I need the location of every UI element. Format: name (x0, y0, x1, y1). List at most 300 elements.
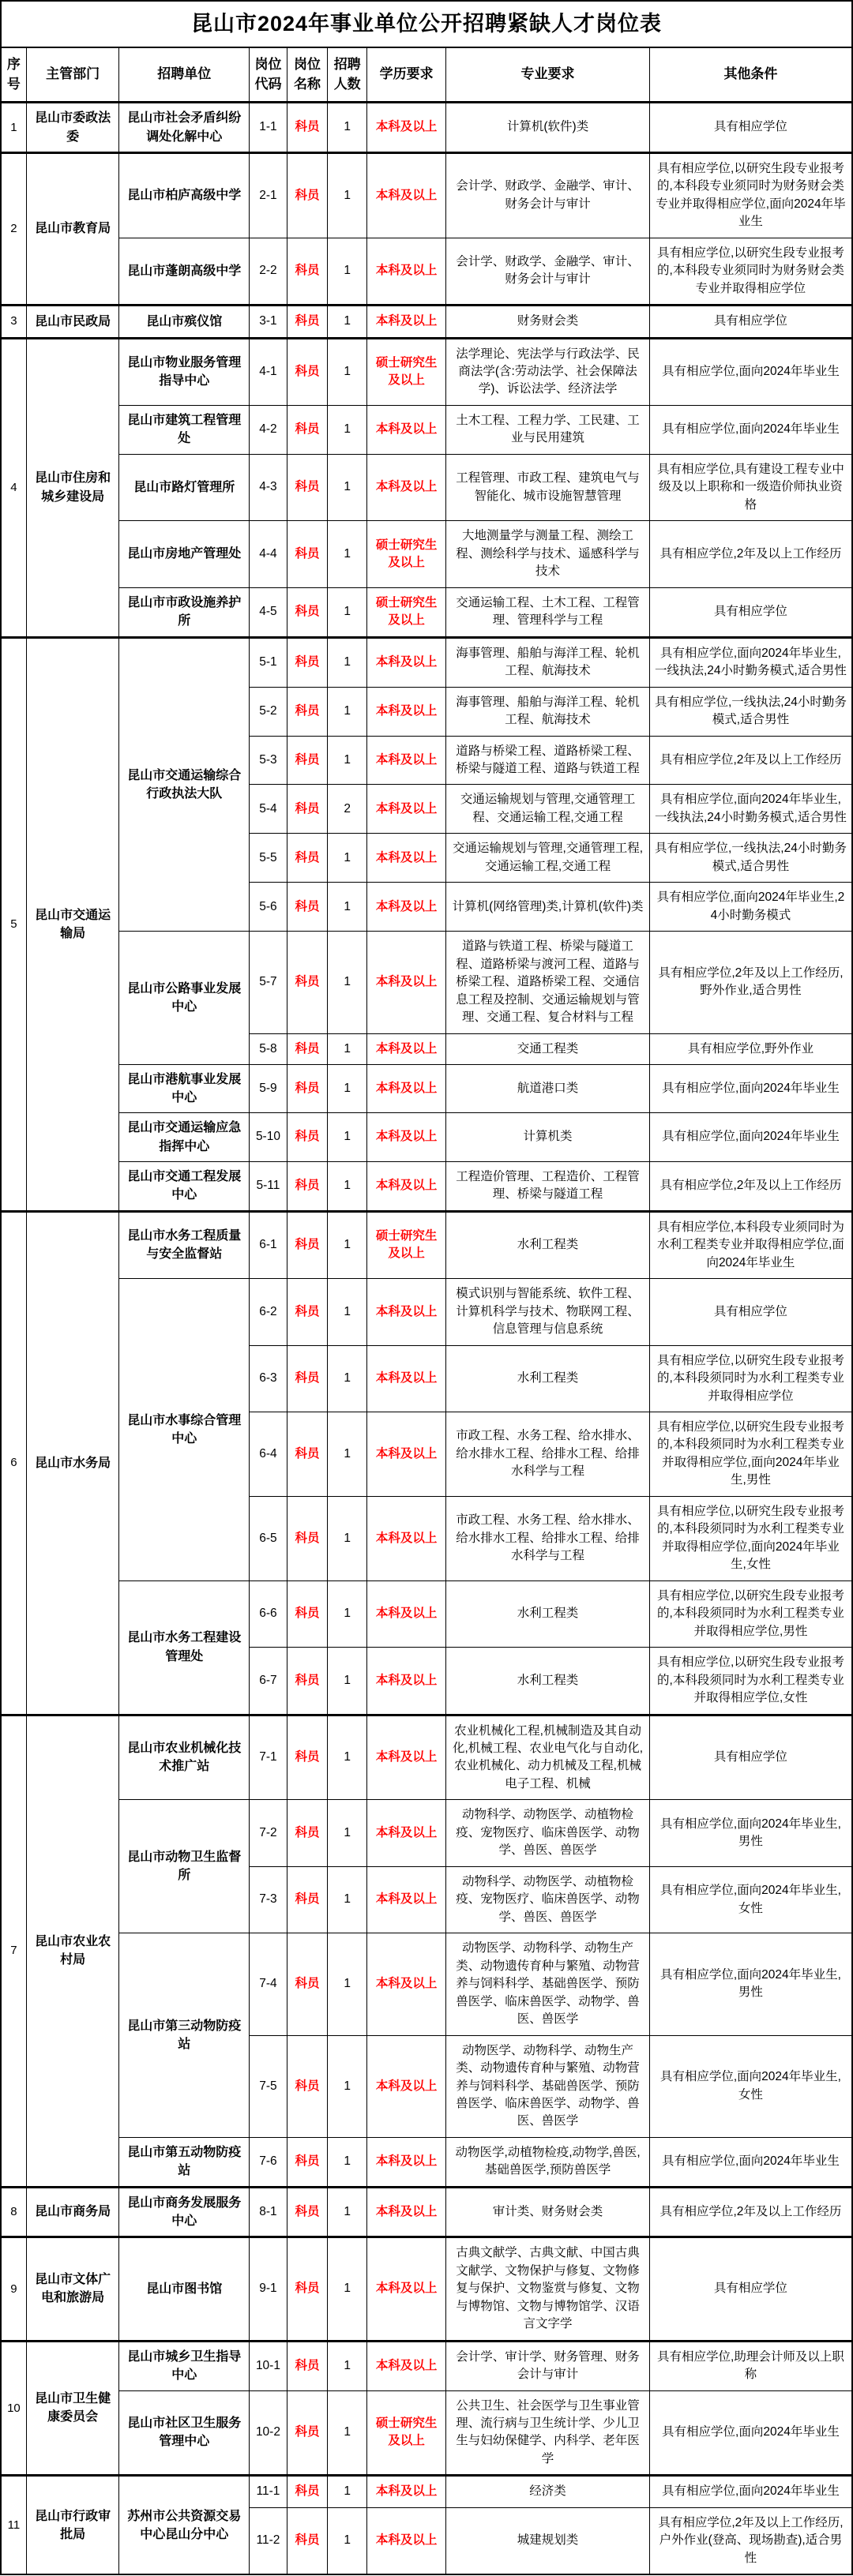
other-conditions: 具有相应学位,助理会计师及以上职称 (649, 2341, 852, 2390)
other-conditions: 具有相应学位,具有建设工程专业中级及以上职称和一级造价师执业资格 (649, 454, 852, 520)
recruiting-unit-cell: 昆山市港航事业发展中心 (119, 1065, 250, 1113)
position-title: 科员 (287, 1345, 328, 1412)
major-requirement: 动物医学,动植物检疫,动物学,兽医,基础兽医学,预防兽医学 (446, 2137, 650, 2187)
recruiting-unit-cell: 昆山市市政设施养护所 (119, 587, 250, 637)
position-title: 科员 (287, 883, 328, 932)
major-requirement: 会计学、财政学、金融学、审计、财务会计与审计 (446, 238, 650, 305)
table-row-8-1 (1, 2187, 852, 2237)
education-requirement: 本科及以上 (366, 2341, 445, 2390)
position-title: 科员 (287, 1279, 328, 1345)
position-code: 10-2 (250, 2390, 287, 2476)
table-row-6-2 (1, 1279, 852, 1345)
major-requirement: 工程管理、市政工程、建筑电气与智能化、城市设施智慧管理 (446, 454, 650, 520)
major-requirement: 动物医学、动物科学、动物生产类、动物遗传育种与繁殖、动物营养与饲料科学、基础兽医学、预防兽医学、临床兽医学、动物学、兽医、兽医学 (446, 1933, 650, 2035)
recruit-count: 1 (328, 932, 367, 1033)
position-code: 3-1 (250, 306, 287, 338)
position-code: 5-9 (250, 1065, 287, 1113)
recruit-count: 1 (328, 103, 367, 152)
major-requirement: 道路与桥梁工程、道路桥梁工程、桥梁与隧道工程、道路与铁道工程 (446, 736, 650, 785)
other-conditions: 具有相应学位,以研究生段专业报考的,本科段须同时为水利工程类专业并取得相应学位,面向2024年毕业生,女性 (649, 1496, 852, 1580)
recruit-count: 1 (328, 454, 367, 520)
position-title: 科员 (287, 2237, 328, 2341)
position-code: 4-1 (250, 338, 287, 405)
recruit-count: 1 (328, 687, 367, 736)
table-row-5-1 (1, 637, 852, 687)
education-requirement: 本科及以上 (366, 637, 445, 687)
position-code: 1-1 (250, 103, 287, 152)
other-conditions: 具有相应学位,本科段专业须同时为水利工程类专业并取得相应学位,面向2024年毕业生 (649, 1211, 852, 1278)
other-conditions: 具有相应学位 (649, 2237, 852, 2341)
table-row-5-11 (1, 1161, 852, 1211)
major-requirement: 财务财会类 (446, 306, 650, 338)
recruit-count: 1 (328, 338, 367, 405)
major-requirement: 城建规划类 (446, 2507, 650, 2574)
position-title: 科员 (287, 637, 328, 687)
position-code: 9-1 (250, 2237, 287, 2341)
position-title: 科员 (287, 1866, 328, 1933)
education-requirement: 本科及以上 (366, 1715, 445, 1800)
major-requirement: 市政工程、水务工程、给水排水、给水排水工程、给排水工程、给排水科学与工程 (446, 1496, 650, 1580)
position-title: 科员 (287, 736, 328, 785)
position-code: 5-8 (250, 1033, 287, 1064)
recruiting-unit-cell: 昆山市商务发展服务中心 (119, 2187, 250, 2237)
major-requirement: 计算机类 (446, 1113, 650, 1161)
education-requirement: 本科及以上 (366, 834, 445, 883)
education-requirement: 硕士研究生及以上 (366, 2390, 445, 2476)
major-requirement: 农业机械化工程,机械制造及其自动化,机械工程、农业电气化与自动化,农业机械化、动力机械及工程,机械电子工程、机械 (446, 1715, 650, 1800)
recruit-count: 1 (328, 2035, 367, 2137)
other-conditions: 具有相应学位 (649, 587, 852, 637)
position-title: 科员 (287, 2187, 328, 2237)
table-row-10-1 (1, 2341, 852, 2390)
position-title: 科员 (287, 2507, 328, 2574)
serial-number: 3 (1, 306, 26, 338)
title-row (1, 1, 852, 47)
table-row-7-4 (1, 1933, 852, 2035)
recruiting-unit-cell: 昆山市城乡卫生指导中心 (119, 2341, 250, 2390)
education-requirement: 本科及以上 (366, 1345, 445, 1412)
position-title: 科员 (287, 932, 328, 1033)
position-title: 科员 (287, 1933, 328, 2035)
other-conditions: 具有相应学位,面向2024年毕业生 (649, 338, 852, 405)
education-requirement: 本科及以上 (366, 1033, 445, 1064)
major-requirement: 动物医学、动物科学、动物生产类、动物遗传育种与繁殖、动物营养与饲料科学、基础兽医学、预防兽医学、临床兽医学、动物学、兽医、兽医学 (446, 2035, 650, 2137)
major-requirement: 动物科学、动物医学、动植物检疫、宠物医疗、临床兽医学、动物学、兽医、兽医学 (446, 1866, 650, 1933)
column-header-8: 其他条件 (649, 47, 852, 103)
recruit-count: 1 (328, 1033, 367, 1064)
recruit-count: 1 (328, 1345, 367, 1412)
recruiting-unit-cell: 昆山市蓬朗高级中学 (119, 238, 250, 305)
recruit-count: 1 (328, 405, 367, 454)
position-title: 科员 (287, 454, 328, 520)
table-header-row (1, 47, 852, 103)
position-code: 11-2 (250, 2507, 287, 2574)
column-header-7: 专业要求 (446, 47, 650, 103)
other-conditions: 具有相应学位,一线执法,24小时勤务模式,适合男性 (649, 687, 852, 736)
serial-number: 11 (1, 2476, 26, 2574)
recruiting-unit-cell: 昆山市交通运输应急指挥中心 (119, 1113, 250, 1161)
recruit-count: 1 (328, 1866, 367, 1933)
recruiting-unit-cell: 苏州市公共资源交易中心昆山分中心 (119, 2476, 250, 2574)
position-code: 4-4 (250, 521, 287, 587)
major-requirement: 水利工程类 (446, 1648, 650, 1715)
education-requirement: 本科及以上 (366, 785, 445, 834)
major-requirement: 模式识别与智能系统、软件工程、计算机科学与技术、物联网工程、信息管理与信息系统 (446, 1279, 650, 1345)
recruit-count: 1 (328, 1580, 367, 1647)
position-code: 7-1 (250, 1715, 287, 1800)
table-row-5-7 (1, 932, 852, 1033)
position-code: 6-7 (250, 1648, 287, 1715)
recruiting-unit-cell: 昆山市第五动物防疫站 (119, 2137, 250, 2187)
position-title: 科员 (287, 103, 328, 152)
position-code: 10-1 (250, 2341, 287, 2390)
serial-number: 8 (1, 2187, 26, 2237)
column-header-6: 学历要求 (366, 47, 445, 103)
other-conditions: 具有相应学位 (649, 103, 852, 152)
position-code: 5-6 (250, 883, 287, 932)
table-row-7-1 (1, 1715, 852, 1800)
education-requirement: 本科及以上 (366, 1279, 445, 1345)
column-header-0: 序号 (1, 47, 26, 103)
other-conditions: 具有相应学位,以研究生段专业报考的,本科段须同时为水利工程类专业并取得相应学位 (649, 1345, 852, 1412)
recruit-count: 1 (328, 2137, 367, 2187)
serial-number: 10 (1, 2341, 26, 2476)
education-requirement: 本科及以上 (366, 454, 445, 520)
table-row-2-2 (1, 238, 852, 305)
position-code: 4-3 (250, 454, 287, 520)
position-code: 7-6 (250, 2137, 287, 2187)
recruiting-unit-cell: 昆山市建筑工程管理处 (119, 405, 250, 454)
education-requirement: 硕士研究生及以上 (366, 521, 445, 587)
department-cell: 昆山市交通运输局 (26, 637, 119, 1211)
other-conditions: 具有相应学位 (649, 1715, 852, 1800)
department-cell: 昆山市行政审批局 (26, 2476, 119, 2574)
position-title: 科员 (287, 834, 328, 883)
serial-number: 4 (1, 338, 26, 637)
education-requirement: 本科及以上 (366, 883, 445, 932)
recruit-count: 1 (328, 1412, 367, 1496)
table-row-4-2 (1, 405, 852, 454)
position-title: 科员 (287, 2341, 328, 2390)
position-title: 科员 (287, 785, 328, 834)
other-conditions: 具有相应学位,面向2024年毕业生 (649, 1113, 852, 1161)
column-header-4: 岗位名称 (287, 47, 328, 103)
recruit-count: 1 (328, 1933, 367, 2035)
major-requirement: 审计类、财务财会类 (446, 2187, 650, 2237)
other-conditions: 具有相应学位,面向2024年毕业生 (649, 1065, 852, 1113)
education-requirement: 本科及以上 (366, 2476, 445, 2507)
department-cell: 昆山市商务局 (26, 2187, 119, 2237)
other-conditions: 具有相应学位,面向2024年毕业生 (649, 2137, 852, 2187)
other-conditions: 具有相应学位,一线执法,24小时勤务模式,适合男性 (649, 834, 852, 883)
table-row-6-6 (1, 1580, 852, 1647)
position-code: 8-1 (250, 2187, 287, 2237)
other-conditions: 具有相应学位 (649, 1279, 852, 1345)
major-requirement: 动物科学、动物医学、动植物检疫、宠物医疗、临床兽医学、动物学、兽医、兽医学 (446, 1800, 650, 1866)
education-requirement: 本科及以上 (366, 1161, 445, 1211)
recruit-count: 2 (328, 785, 367, 834)
major-requirement: 公共卫生、社会医学与卫生事业管理、流行病与卫生统计学、少儿卫生与妇幼保健学、内科学、老年医学 (446, 2390, 650, 2476)
recruit-count: 1 (328, 152, 367, 238)
major-requirement: 海事管理、船舶与海洋工程、轮机工程、航海技术 (446, 687, 650, 736)
position-code: 4-5 (250, 587, 287, 637)
position-title: 科员 (287, 405, 328, 454)
position-code: 11-1 (250, 2476, 287, 2507)
column-header-5: 招聘人数 (328, 47, 367, 103)
other-conditions: 具有相应学位,以研究生段专业报考的,本科段须同时为水利工程类专业并取得相应学位,面向2024年毕业生,男性 (649, 1412, 852, 1496)
education-requirement: 本科及以上 (366, 306, 445, 338)
other-conditions: 具有相应学位,面向2024年毕业生,24小时勤务模式 (649, 883, 852, 932)
other-conditions: 具有相应学位,2年及以上工作经历 (649, 1161, 852, 1211)
table-row-2-1 (1, 152, 852, 238)
position-code: 4-2 (250, 405, 287, 454)
recruiting-unit-cell: 昆山市交通运输综合行政执法大队 (119, 637, 250, 932)
table-row-4-4 (1, 521, 852, 587)
education-requirement: 本科及以上 (366, 1496, 445, 1580)
recruit-count: 1 (328, 521, 367, 587)
other-conditions: 具有相应学位,以研究生段专业报考的,本科段专业须同时为财务财会类专业并取得相应学位 (649, 238, 852, 305)
other-conditions: 具有相应学位,面向2024年毕业生,一线执法,24小时勤务模式,适合男性 (649, 637, 852, 687)
major-requirement: 计算机(软件)类 (446, 103, 650, 152)
other-conditions: 具有相应学位,面向2024年毕业生,男性 (649, 1933, 852, 2035)
table-row-4-5 (1, 587, 852, 637)
recruit-count: 1 (328, 1113, 367, 1161)
recruit-count: 1 (328, 2341, 367, 2390)
major-requirement: 经济类 (446, 2476, 650, 2507)
position-title: 科员 (287, 306, 328, 338)
position-title: 科员 (287, 1648, 328, 1715)
recruit-count: 1 (328, 2507, 367, 2574)
position-code: 7-4 (250, 1933, 287, 2035)
department-cell: 昆山市民政局 (26, 306, 119, 338)
major-requirement: 交通运输规划与管理,交通管理工程,交通运输工程,交通工程 (446, 834, 650, 883)
recruiting-unit-cell: 昆山市农业机械化技术推广站 (119, 1715, 250, 1800)
education-requirement: 本科及以上 (366, 687, 445, 736)
position-code: 6-1 (250, 1211, 287, 1278)
table-row-7-6 (1, 2137, 852, 2187)
other-conditions: 具有相应学位,面向2024年毕业生 (649, 2390, 852, 2476)
education-requirement: 本科及以上 (366, 932, 445, 1033)
position-code: 7-2 (250, 1800, 287, 1866)
other-conditions: 具有相应学位 (649, 306, 852, 338)
position-title: 科员 (287, 238, 328, 305)
recruit-count: 1 (328, 1800, 367, 1866)
table-row-3-1 (1, 306, 852, 338)
position-code: 5-2 (250, 687, 287, 736)
education-requirement: 硕士研究生及以上 (366, 1211, 445, 1278)
page-title: 昆山市2024年事业单位公开招聘紧缺人才岗位表 (1, 1, 852, 47)
major-requirement: 会计学、财政学、金融学、审计、财务会计与审计 (446, 152, 650, 238)
position-code: 6-3 (250, 1345, 287, 1412)
position-code: 5-11 (250, 1161, 287, 1211)
table-row-9-1 (1, 2237, 852, 2341)
table-row-4-3 (1, 454, 852, 520)
position-title: 科员 (287, 687, 328, 736)
recruiting-unit-cell: 昆山市交通工程发展中心 (119, 1161, 250, 1211)
major-requirement: 计算机(网络管理)类,计算机(软件)类 (446, 883, 650, 932)
table-row-5-10 (1, 1113, 852, 1161)
recruit-count: 1 (328, 1065, 367, 1113)
position-title: 科员 (287, 1580, 328, 1647)
position-code: 6-6 (250, 1580, 287, 1647)
major-requirement: 航道港口类 (446, 1065, 650, 1113)
major-requirement: 交通工程类 (446, 1033, 650, 1064)
education-requirement: 硕士研究生及以上 (366, 338, 445, 405)
recruiting-unit-cell: 昆山市水务工程质量与安全监督站 (119, 1211, 250, 1278)
department-cell: 昆山市水务局 (26, 1211, 119, 1715)
other-conditions: 具有相应学位,面向2024年毕业生,女性 (649, 1866, 852, 1933)
table-row-1-1 (1, 103, 852, 152)
position-title: 科员 (287, 1496, 328, 1580)
major-requirement: 交通运输工程、土木工程、工程管理、管理科学与工程 (446, 587, 650, 637)
recruit-count: 1 (328, 1715, 367, 1800)
recruit-count: 1 (328, 2390, 367, 2476)
serial-number: 6 (1, 1211, 26, 1715)
other-conditions: 具有相应学位,野外作业 (649, 1033, 852, 1064)
recruit-count: 1 (328, 1496, 367, 1580)
recruit-count: 1 (328, 587, 367, 637)
other-conditions: 具有相应学位,以研究生段专业报考的,本科段专业须同时为财务财会类专业并取得相应学位,面向2024年毕业生 (649, 152, 852, 238)
education-requirement: 本科及以上 (366, 2187, 445, 2237)
position-title: 科员 (287, 587, 328, 637)
table-row-5-9 (1, 1065, 852, 1113)
position-title: 科员 (287, 2390, 328, 2476)
recruiting-unit-cell: 昆山市殡仪馆 (119, 306, 250, 338)
position-title: 科员 (287, 2476, 328, 2507)
recruit-count: 1 (328, 306, 367, 338)
recruiting-unit-cell: 昆山市社会矛盾纠纷调处化解中心 (119, 103, 250, 152)
other-conditions: 具有相应学位,2年及以上工作经历 (649, 736, 852, 785)
education-requirement: 本科及以上 (366, 152, 445, 238)
education-requirement: 本科及以上 (366, 2137, 445, 2187)
major-requirement: 土木工程、工程力学、工民建、工业与民用建筑 (446, 405, 650, 454)
other-conditions: 具有相应学位,2年及以上工作经历,户外作业(登高、现场勘查),适合男性 (649, 2507, 852, 2574)
recruiting-unit-cell: 昆山市水务工程建设管理处 (119, 1580, 250, 1715)
education-requirement: 本科及以上 (366, 1580, 445, 1647)
department-cell: 昆山市教育局 (26, 152, 119, 305)
education-requirement: 本科及以上 (366, 1933, 445, 2035)
recruiting-unit-cell: 昆山市路灯管理所 (119, 454, 250, 520)
other-conditions: 具有相应学位,以研究生段专业报考的,本科段须同时为水利工程类专业并取得相应学位,男性 (649, 1580, 852, 1647)
recruit-count: 1 (328, 2476, 367, 2507)
major-requirement: 水利工程类 (446, 1211, 650, 1278)
recruiting-unit-cell: 昆山市图书馆 (119, 2237, 250, 2341)
column-header-3: 岗位代码 (250, 47, 287, 103)
serial-number: 7 (1, 1715, 26, 2187)
position-title: 科员 (287, 1065, 328, 1113)
education-requirement: 本科及以上 (366, 1800, 445, 1866)
position-title: 科员 (287, 1800, 328, 1866)
recruit-count: 1 (328, 736, 367, 785)
table-row-6-1 (1, 1211, 852, 1278)
position-code: 5-1 (250, 637, 287, 687)
position-code: 6-4 (250, 1412, 287, 1496)
position-title: 科员 (287, 1412, 328, 1496)
major-requirement: 海事管理、船舶与海洋工程、轮机工程、航海技术 (446, 637, 650, 687)
position-title: 科员 (287, 1211, 328, 1278)
column-header-1: 主管部门 (26, 47, 119, 103)
education-requirement: 本科及以上 (366, 103, 445, 152)
position-code: 5-7 (250, 932, 287, 1033)
education-requirement: 本科及以上 (366, 2237, 445, 2341)
position-code: 7-5 (250, 2035, 287, 2137)
department-cell: 昆山市文体广电和旅游局 (26, 2237, 119, 2341)
recruit-count: 1 (328, 2187, 367, 2237)
other-conditions: 具有相应学位,面向2024年毕业生,一线执法,24小时勤务模式,适合男性 (649, 785, 852, 834)
recruit-count: 1 (328, 1648, 367, 1715)
table-row-4-1 (1, 338, 852, 405)
serial-number: 2 (1, 152, 26, 305)
recruit-count: 1 (328, 834, 367, 883)
major-requirement: 法学理论、宪法学与行政法学、民商法学(含:劳动法学、社会保障法学)、诉讼法学、经济法学 (446, 338, 650, 405)
position-code: 2-1 (250, 152, 287, 238)
other-conditions: 具有相应学位,面向2024年毕业生 (649, 405, 852, 454)
education-requirement: 本科及以上 (366, 238, 445, 305)
recruit-count: 1 (328, 238, 367, 305)
major-requirement: 古典文献学、古典文献、中国古典文献学、文物保护与修复、文物修复与保护、文物鉴赏与修复、文物与博物馆、文物与博物馆学、汉语言文字学 (446, 2237, 650, 2341)
major-requirement: 大地测量学与测量工程、测绘工程、测绘科学与技术、遥感科学与技术 (446, 521, 650, 587)
education-requirement: 本科及以上 (366, 405, 445, 454)
position-code: 6-2 (250, 1279, 287, 1345)
position-title: 科员 (287, 152, 328, 238)
major-requirement: 工程造价管理、工程造价、工程管理、桥梁与隧道工程 (446, 1161, 650, 1211)
education-requirement: 本科及以上 (366, 2507, 445, 2574)
department-cell: 昆山市农业农村局 (26, 1715, 119, 2187)
department-cell: 昆山市卫生健康委员会 (26, 2341, 119, 2476)
table-row-11-1 (1, 2476, 852, 2507)
recruit-count: 1 (328, 883, 367, 932)
position-code: 7-3 (250, 1866, 287, 1933)
recruit-count: 1 (328, 1161, 367, 1211)
position-code: 5-4 (250, 785, 287, 834)
position-title: 科员 (287, 521, 328, 587)
education-requirement: 本科及以上 (366, 1648, 445, 1715)
other-conditions: 具有相应学位,面向2024年毕业生,女性 (649, 2035, 852, 2137)
education-requirement: 本科及以上 (366, 1866, 445, 1933)
recruiting-unit-cell: 昆山市柏庐高级中学 (119, 152, 250, 238)
position-title: 科员 (287, 2137, 328, 2187)
education-requirement: 本科及以上 (366, 1065, 445, 1113)
recruiting-unit-cell: 昆山市物业服务管理指导中心 (119, 338, 250, 405)
education-requirement: 本科及以上 (366, 2035, 445, 2137)
other-conditions: 具有相应学位,面向2024年毕业生 (649, 2476, 852, 2507)
table-row-10-2 (1, 2390, 852, 2476)
recruiting-unit-cell: 昆山市公路事业发展中心 (119, 932, 250, 1065)
other-conditions: 具有相应学位,2年及以上工作经历 (649, 2187, 852, 2237)
serial-number: 5 (1, 637, 26, 1211)
position-code: 5-5 (250, 834, 287, 883)
serial-number: 1 (1, 103, 26, 152)
position-code: 5-10 (250, 1113, 287, 1161)
recruit-count: 1 (328, 1279, 367, 1345)
column-header-2: 招聘单位 (119, 47, 250, 103)
education-requirement: 本科及以上 (366, 736, 445, 785)
position-title: 科员 (287, 1113, 328, 1161)
major-requirement: 会计学、审计学、财务管理、财务会计与审计 (446, 2341, 650, 2390)
table-row-7-2 (1, 1800, 852, 1866)
position-title: 科员 (287, 1715, 328, 1800)
recruit-count: 1 (328, 2237, 367, 2341)
position-title: 科员 (287, 1033, 328, 1064)
major-requirement: 交通运输规划与管理,交通管理工程、交通运输工程,交通工程 (446, 785, 650, 834)
recruiting-unit-cell: 昆山市动物卫生监督所 (119, 1800, 250, 1933)
position-title: 科员 (287, 1161, 328, 1211)
serial-number: 9 (1, 2237, 26, 2341)
position-code: 2-2 (250, 238, 287, 305)
major-requirement: 水利工程类 (446, 1345, 650, 1412)
table-body (1, 103, 852, 2574)
position-code: 5-3 (250, 736, 287, 785)
